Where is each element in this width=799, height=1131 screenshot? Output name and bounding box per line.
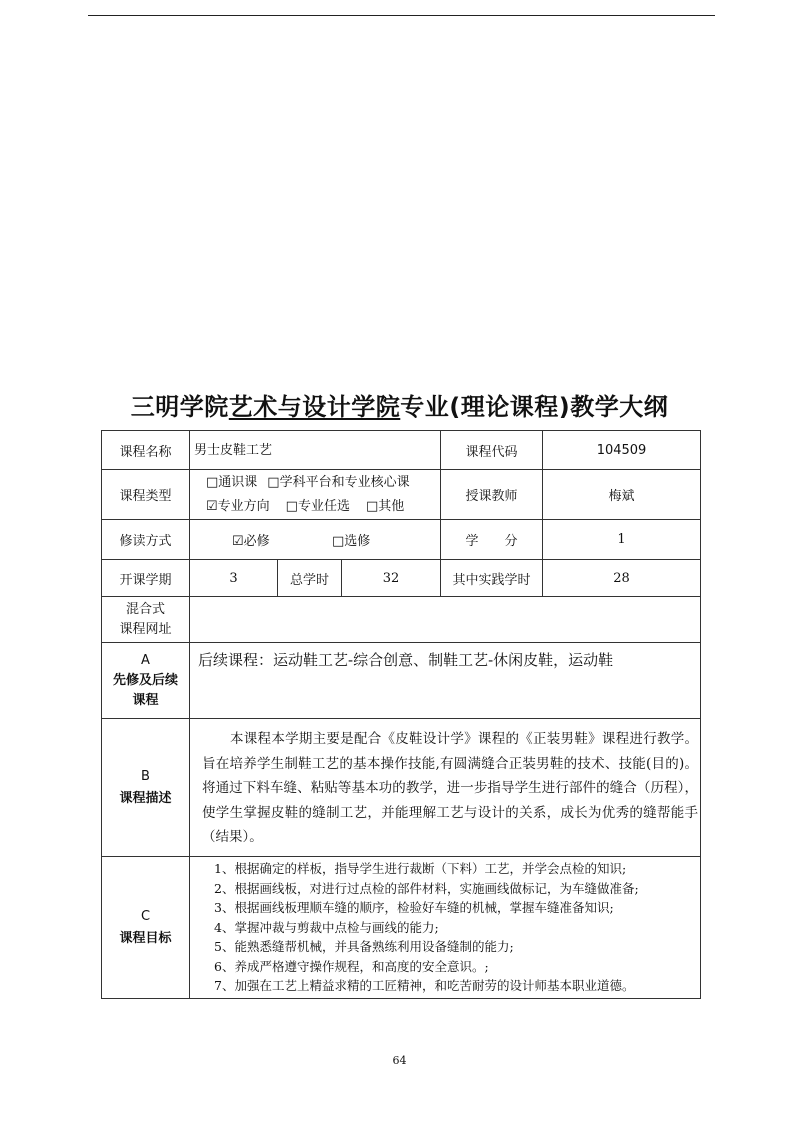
- page-title: [0, 387, 799, 422]
- total-hours-value: 32: [342, 560, 441, 597]
- section-c-title: 课程目标: [119, 930, 172, 946]
- header-rule: [88, 15, 715, 16]
- row-course-type: [102, 470, 701, 520]
- teacher-value: 梅斌: [543, 470, 701, 520]
- study-mode-options: [190, 520, 441, 560]
- course-url-label-line1: 混合式: [125, 601, 165, 617]
- credit-value: 1: [543, 520, 701, 560]
- goal-item: 3、根据画线板理顺车缝的顺序，检验好车缝的机械，掌握车缝准备知识;: [214, 900, 614, 916]
- type-option-core[interactable]: □学科平台和专业核心课: [267, 474, 410, 490]
- type-option-elective[interactable]: □专业任选: [285, 498, 350, 514]
- syllabus-table: [101, 430, 701, 999]
- course-type-label: 课程类型: [102, 470, 190, 520]
- goal-item: 5、能熟悉缝帮机械，并具备熟练利用设备缝制的能力;: [214, 939, 514, 955]
- type-option-direction[interactable]: ☑专业方向: [206, 498, 270, 514]
- row-course-name: [102, 431, 701, 470]
- course-name-value: 男士皮鞋工艺: [190, 431, 441, 470]
- study-mode-label: 修读方式: [102, 520, 190, 560]
- course-code-value: 104509: [543, 431, 701, 470]
- type-option-other[interactable]: □其他: [365, 498, 405, 514]
- teacher-label: 授课教师: [441, 470, 543, 520]
- page-number: 64: [392, 1054, 407, 1067]
- goal-item: 7、加强在工艺上精益求精的工匠精神，和吃苦耐劳的设计师基本职业道德。: [214, 978, 635, 994]
- study-option-required[interactable]: ☑必修: [232, 534, 270, 549]
- section-a-title-line2: 课程: [132, 692, 159, 708]
- section-a-content: 后续课程：运动鞋工艺-综合创意、制鞋工艺-休闲皮鞋，运动鞋: [190, 643, 701, 719]
- section-b-label: [102, 719, 190, 857]
- course-name-label: 课程名称: [102, 431, 190, 470]
- section-b-letter: B: [141, 768, 150, 784]
- goal-item: 1、根据确定的样板，指导学生进行裁断（下料）工艺，并学会点检的知识;: [214, 861, 627, 877]
- section-a-title-line1: 先修及后续: [112, 672, 178, 688]
- goal-item: 4、掌握冲裁与剪裁中点检与画线的能力;: [214, 919, 439, 935]
- row-study-mode: [102, 520, 701, 560]
- course-url-value: [190, 597, 701, 643]
- section-b-paragraph: 本课程本学期主要是配合《皮鞋设计学》课程的《正装男鞋》课程进行教学。旨在培养学生制鞋工艺的基本操作技能,有圆满缝合正装男鞋的技术、技能(目的)。将通过下料车缝、粘贴等基本功的教学，进一步指导学生进行部件的缝合（历程），使学生掌握皮鞋的缝制工艺，并能理解工艺与设计的关系，成长为优秀的缝帮能手（结果）。: [202, 731, 699, 846]
- credit-label: 学 分: [441, 520, 543, 560]
- term-value: 3: [190, 560, 278, 597]
- term-label: 开课学期: [102, 560, 190, 597]
- row-course-url: [102, 597, 701, 643]
- course-code-label: 课程代码: [441, 431, 543, 470]
- section-b-content: [190, 719, 701, 857]
- section-a-label: [102, 643, 190, 719]
- section-c-label: [102, 857, 190, 999]
- row-term-hours: [102, 560, 701, 597]
- practice-hours-value: 28: [543, 560, 701, 597]
- title-suffix: 专业(理论课程)教学大纲: [400, 393, 669, 421]
- section-a-letter: A: [141, 652, 150, 668]
- goal-item: 6、养成严格遵守操作规程，和高度的安全意识。;: [214, 958, 489, 974]
- row-section-c: [102, 857, 701, 999]
- row-section-b: [102, 719, 701, 857]
- course-type-options: [190, 470, 441, 520]
- section-b-title: 课程描述: [119, 790, 172, 806]
- practice-hours-label: 其中实践学时: [441, 560, 543, 597]
- goal-item: 2、根据画线板，对进行过点检的部件材料，实施画线做标记，为车缝做准备;: [214, 880, 639, 896]
- row-section-a: [102, 643, 701, 719]
- title-school: 三明学院: [130, 393, 229, 421]
- course-url-label: [102, 597, 190, 643]
- title-college: 艺术与设计学院: [228, 393, 401, 421]
- course-url-label-line2: 课程网址: [119, 621, 172, 637]
- study-option-elective[interactable]: □选修: [332, 534, 371, 549]
- total-hours-label: 总学时: [278, 560, 342, 597]
- type-option-general[interactable]: □通识课: [206, 474, 258, 490]
- section-c-letter: C: [140, 908, 151, 924]
- section-c-content: [190, 857, 701, 999]
